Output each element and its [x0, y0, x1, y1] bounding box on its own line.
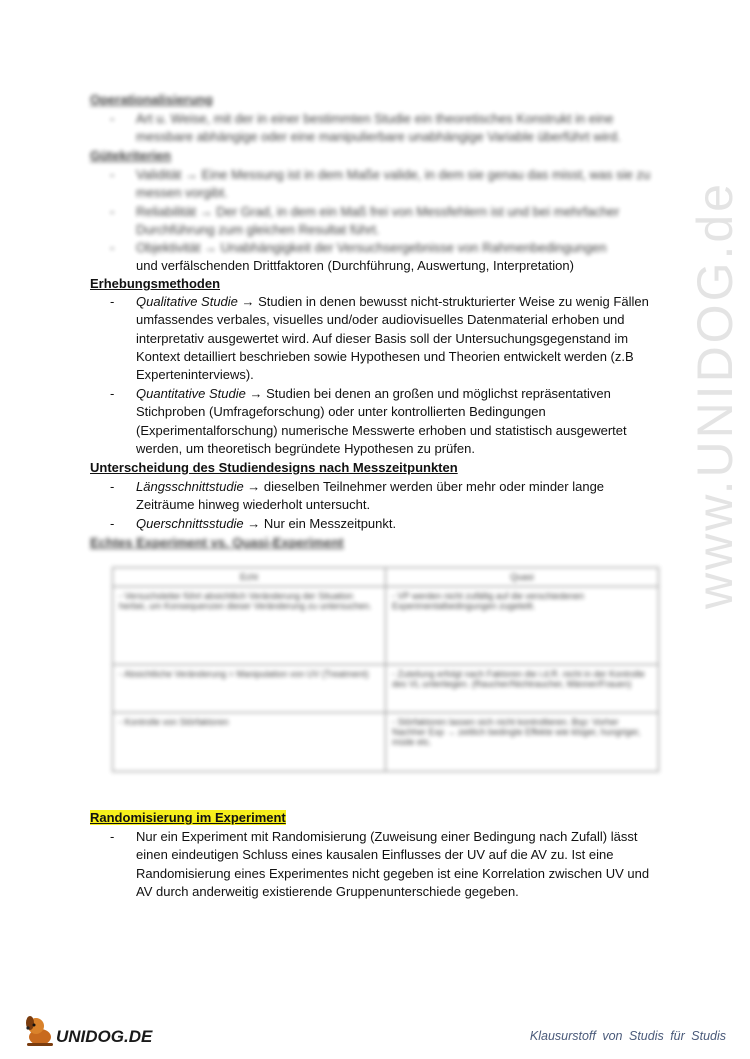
watermark: www.UNIDOG.de [687, 181, 743, 609]
table-row: - Kontrolle von Störfaktoren - Störfaktoren lassen sich nicht kontrollieren. Bsp: Vorher Nachher Exp → zeitlich bedingte Effekte wie klüger, hungriger, müde etc. [113, 713, 659, 772]
bullet-quantitative-studie: - Quantitative Studie → Studien bei denen an großen und möglichst repräsentativen Stichproben (Umfrageforschung) oder unter kontrollierten Bedingungen (Experimentalforschung) numerische Messwerte erhoben und statistisch ausgewertet werden, um theoretisch begründete Hypothesen zu prüfen. [110, 386, 627, 456]
table-row: - Absichtliche Veränderung = Manipulation von UV (Treatment) - Zuteilung erfolgt nach Faktoren die i.d.R. nicht in der Kontrolle des VL unterliegen. (Raucher/Nichtraucher, Männer/Frauen) [113, 665, 659, 713]
bullet-objektivitaet-continued: und verfälschenden Drittfaktoren (Durchführung, Auswertung, Interpretation) [136, 258, 574, 273]
term-qualitative-studie: Qualitative Studie [136, 294, 238, 309]
bullet-laengsschnittstudie: - Längsschnittstudie → dieselben Teilnehmer werden über mehr oder minder lange Zeiträume hinweg wiederholt untersucht. [110, 479, 605, 513]
unidog-logo[interactable] [22, 1013, 162, 1049]
dog-icon [22, 1013, 162, 1049]
footer-tagline: Klausurstoff von Studis für Studis [529, 1029, 726, 1043]
bullet-querschnittsstudie: - Querschnittsstudie → Nur ein Messzeitpunkt. [110, 516, 397, 531]
col-header-quasi: Quasi [386, 568, 659, 587]
heading-operationalisierung: Operationalisierung [90, 92, 213, 107]
heading-studiendesign: Unterscheidung des Studiendesigns nach Messzeitpunkten [90, 460, 458, 475]
heading-guetekriterien: Gütekriterien [90, 148, 171, 163]
col-header-echt: Echt [113, 568, 386, 587]
heading-experiment: Echtes Experiment vs. Quasi-Experiment [90, 535, 344, 550]
bullet-randomisierung: - Nur ein Experiment mit Randomisierung (Zuweisung einer Bedingung nach Zufall) lässt einen eindeutigen Schluss eines kausalen Einflusses der UV auf die AV zu. Ist eine Randomisierung eines Experimentes nicht gegeben ist eine Korrelation zwischen UV und AV durch anderweitig existierende Gruppenunterschiede gegeben. [110, 829, 650, 899]
term-querschnittsstudie: Querschnittsstudie [136, 516, 244, 531]
heading-randomisierung: Randomisierung im Experiment [90, 810, 286, 825]
bullet-operationalisierung: - Art u. Weise, mit der in einer bestimmten Studie ein theoretisches Konstrukt in eine messbare abhängige oder eine manipulierbare unabhängige Variable überführt wird. [110, 111, 621, 145]
bullet-objektivitaet: - Objektivität → Unabhängigkeit der Versuchsergebnisse von Rahmenbedingungen [110, 240, 607, 255]
term-laengsschnittstudie: Längsschnittstudie [136, 479, 244, 494]
heading-erhebungsmethoden: Erhebungsmethoden [90, 276, 221, 291]
term-quantitative-studie: Quantitative Studie [136, 386, 246, 401]
table-row: - Versuchsleiter führt absichtlich Veränderung der Situation herbei, um Konsequenzen dieser Veränderung zu untersuchen. - VP werden nicht zufällig auf die verschiedenen Experimentalbedingungen zugeteilt. [113, 587, 659, 665]
experiment-comparison-table [112, 567, 659, 772]
svg-text:UNIDOG.DE: UNIDOG.DE [56, 1027, 153, 1046]
bullet-validitaet: - Validität → Eine Messung ist in dem Maße valide, in dem sie genau das misst, was sie zu messen vorgibt. [110, 167, 651, 201]
bullet-reliabilitaet: - Reliabilität → Der Grad, in dem ein Maß frei von Messfehlern ist und bei mehrfacher Durchführung zum gleichen Resultat führt. [110, 204, 620, 238]
bullet-qualitative-studie: - Qualitative Studie → Studien in denen bewusst nicht-strukturierter Weise zu wenig Fällen umfassendes verbales, visuelles und/oder audiovisuelles Datenmaterial erhoben und interpretativ ausgewertet wird. Auf dieser Basis soll der Untersuchungsgegenstand im Kontext detailliert beschrieben sowie Hypothesen und Theorien entwickelt werden (z.B Experteninterviews). [110, 294, 649, 383]
